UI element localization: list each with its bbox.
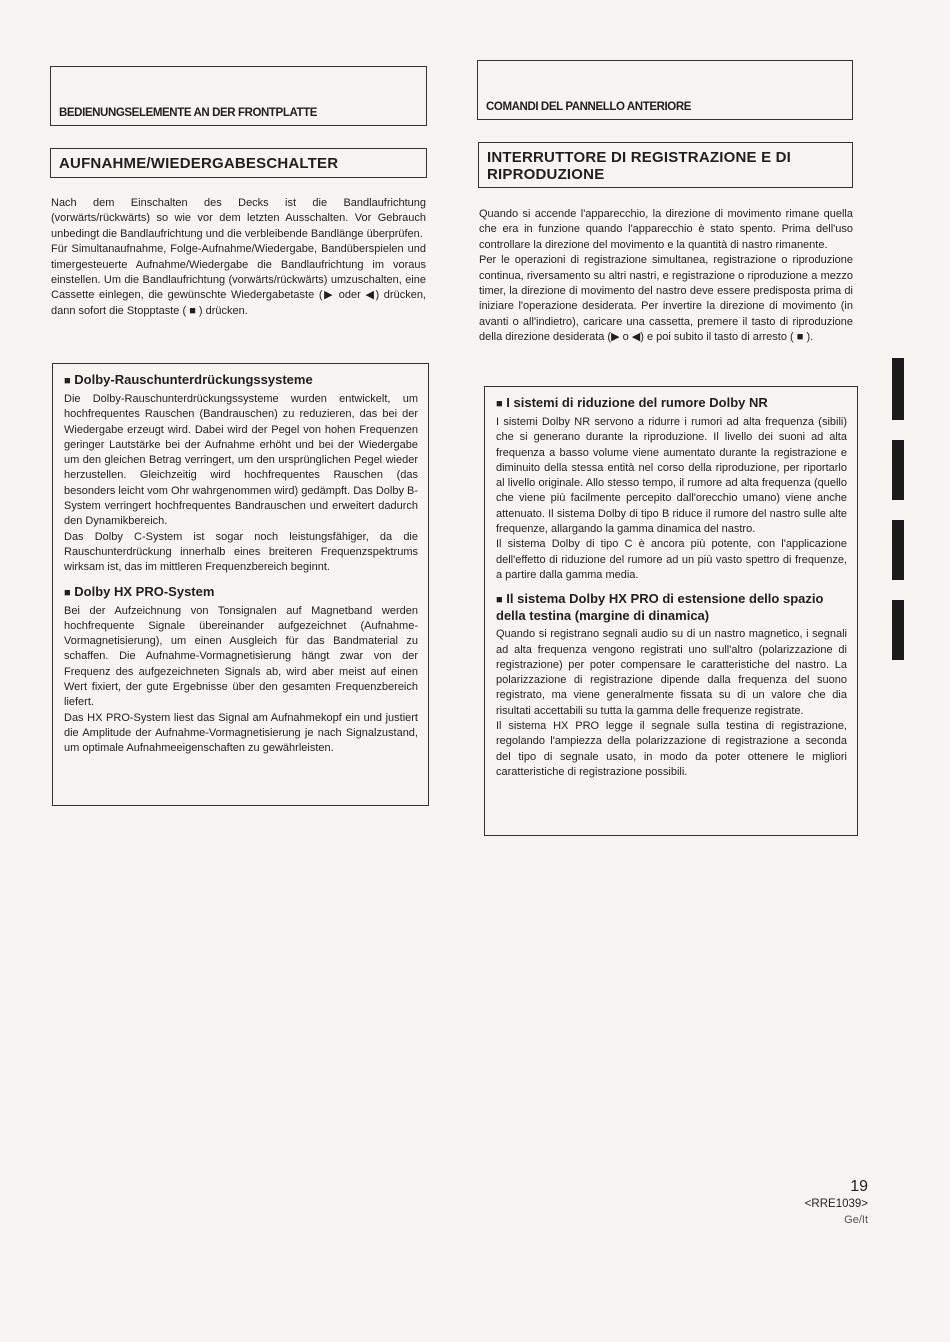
right-sub1-title-text: I sistemi di riduzione del rumore Dolby NR bbox=[506, 395, 768, 410]
left-sub2-paragraph-2: Das HX PRO-System liest das Signal am Aufnahmekopf ein und justiert die Amplitude der Aufnahme-Vormagnetisierung je nach Signalzustand, um optimale Aufnahmeeigenschaften zu gewährleisten. bbox=[64, 711, 418, 755]
left-intro bbox=[51, 196, 426, 319]
filled-square-bullet-icon: ■ bbox=[64, 375, 71, 387]
left-header-text: BEDIENUNGSELEMENTE AN DER FRONTPLATTE bbox=[59, 107, 318, 119]
right-section-title-text: INTERRUTTORE DI REGISTRAZIONE E DI RIPRODUZIONE bbox=[487, 149, 792, 183]
document-code: <RRE1039> bbox=[804, 1198, 868, 1210]
left-sub2-title-text: Dolby HX PRO-System bbox=[74, 583, 215, 599]
edge-tab-1 bbox=[892, 358, 904, 420]
right-section-title bbox=[478, 142, 853, 188]
left-sub1-paragraph-2: Das Dolby C-System ist sogar noch leistungsfähiger, da die Rauschunterdrückung innerhalb eines breiteren Frequenzspektrums wirksam ist, das im mittleren Frequenzbereich beginnt. bbox=[64, 530, 418, 574]
right-sub1-paragraph-1: I sistemi Dolby NR servono a ridurre i rumori ad alta frequenza (sibili) che si generano durante la riproduzione. Il livello dei suoni ad alta frequenza a basso volume viene aumentato durante la registrazione e diminuito della stessa entità nel corso della riproduzione, per riportarlo al livello originale. Allo stesso tempo, il rumore ad alta frequenza (quello che viene più facilmente percepito dall'orecchio umano) viene anche attenuato. Il sistema Dolby di tipo B riduce il rumore del nastro sulle alte frequenze, allargando la gamma dinamica del nastro. bbox=[496, 416, 847, 536]
filled-square-bullet-icon: ■ bbox=[496, 398, 503, 410]
filled-square-bullet-icon: ■ bbox=[64, 586, 71, 599]
right-sub2-title-text: Il sistema Dolby HX PRO di estensione dello spazio della testina (margine di dinamica) bbox=[496, 591, 824, 624]
right-sub2-title bbox=[496, 591, 847, 624]
left-column-header bbox=[50, 66, 427, 126]
right-sub1-paragraph-2: Il sistema Dolby di tipo C è ancora più potente, con l'applicazione dell'effetto di riduzione del rumore ad un più vasto spettro di frequenze, a partire dalla gamma media. bbox=[496, 538, 847, 581]
left-intro-paragraph-1: Nach dem Einschalten des Decks ist die Bandlaufrichtung (vorwärts/rückwärts) so wie vor dem letzten Ausschalten. Vor Gebrauch unbedingt die Bandlaufrichtung und die verbleibende Bandlänge überprüfen. bbox=[51, 197, 426, 240]
right-intro-paragraph-2: Per le operazioni di registrazione simultanea, registrazione o riproduzione continua, riversamento su altri nastri, e registrazione o riproduzione a mezzo timer, la direzione di movimento del nastro deve essere predisposta prima di iniziare l'operazione desiderata. Per invertire la direzione di movimento (in avanti o all'indietro), caricare una cassetta, premere il tasto di riproduzione della direzione desiderata (▶ o ◀) e poi subito il tasto di arresto ( ■ ). bbox=[479, 254, 853, 344]
left-sub2-title bbox=[64, 584, 418, 601]
right-dolby-box bbox=[484, 386, 858, 836]
right-column-header bbox=[477, 60, 853, 120]
page-number: 19 bbox=[850, 1178, 868, 1195]
right-intro bbox=[479, 207, 853, 346]
right-sub1-title bbox=[496, 395, 847, 412]
language-code: Ge/It bbox=[844, 1214, 868, 1226]
edge-tab-2 bbox=[892, 440, 904, 500]
edge-tab-4 bbox=[892, 600, 904, 660]
right-header-text: COMANDI DEL PANNELLO ANTERIORE bbox=[486, 101, 692, 113]
left-sub1-title-text: Dolby-Rauschunterdrückungssysteme bbox=[74, 372, 313, 387]
left-sub1-paragraph-1: Die Dolby-Rauschunterdrückungssysteme wurden entwickelt, um hochfrequentes Rauschen (Bandrauschen) zu reduzieren, das bei der Wiedergabe erzeugt wird. Dabei wird der Pegel von hohen Frequenzen geringer Lautstärke bei der Aufnahme erhöht und bei der Wiedergabe um den gleichen Betrag verringert, um den ursprünglichen Pegel wieder herzustellen. Gleichzeitig wird hochfrequentes Rauschen (das besonders leicht vom Ohr wahrgenommen wird) gedämpft. Das Dolby B-System verringert hochfrequentes Bandrauschen und erweitert dadurch den Dynamikbereich. bbox=[64, 393, 418, 528]
left-section-title-text: AUFNAHME/WIEDERGABESCHALTER bbox=[59, 155, 339, 172]
left-sub1-title bbox=[64, 372, 418, 389]
left-section-title bbox=[50, 148, 427, 178]
left-dolby-box bbox=[52, 363, 429, 806]
right-intro-paragraph-1: Quando si accende l'apparecchio, la direzione di movimento rimane quella che era in funzione quando l'apparecchio è stato spento. Prima dell'uso controllare la direzione del movimento e la quantità di nastro rimanente. bbox=[479, 208, 853, 251]
right-sub2-paragraph-2: Il sistema HX PRO legge il segnale sulla testina di registrazione, regolando l'ampiezza della polarizzazione di registrazione a seconda del tipo di segnale usato, in modo da poter ottenere le migliori caratteristiche di registrazione possibili. bbox=[496, 720, 847, 778]
filled-square-bullet-icon: ■ bbox=[496, 594, 503, 607]
left-intro-paragraph-2: Für Simultanaufnahme, Folge-Aufnahme/Wiedergabe, Bandüberspielen und timergesteuerte Aufnahme/Wiedergabe die Bandlaufrichtung im voraus einstellen. Um die Bandlaufrichtung (vorwärts/rückwärts) umzuschalten, eine Cassette einlegen, die gewünschte Wiedergabetaste (▶ oder ◀) drücken, dann sofort die Stopptaste ( ■ ) drücken. bbox=[51, 243, 426, 317]
left-sub2-paragraph-1: Bei der Aufzeichnung von Tonsignalen auf Magnetband werden hochfrequente Signale übereinander aufgezeichnet (Aufnahme-Vormagnetisierung), um einen Ausgleich für das Bandmaterial zu schaffen. Die Aufnahme-Vormagnetisierung hängt zwar von der Frequenz des aufgezeichneten Signals ab, wird aber meist auf einen Wert fixiert, der gute Ergebnisse über den gesamten Frequenzbereich liefert. bbox=[64, 604, 418, 709]
right-sub2-paragraph-1: Quando si registrano segnali audio su di un nastro magnetico, i segnali ad alta frequenza vengono registrati uno sull'altro (polarizzazione di registrazione) per poter compensare le caratteristiche del nastro. La polarizzazione di registrazione dipende dalla frequenza del suono registrato, ma viene generalmente fissata su di un valore che dia risultati accettabili su tutta la gamma delle frequenze registrate. bbox=[496, 628, 847, 717]
edge-tab-3 bbox=[892, 520, 904, 580]
